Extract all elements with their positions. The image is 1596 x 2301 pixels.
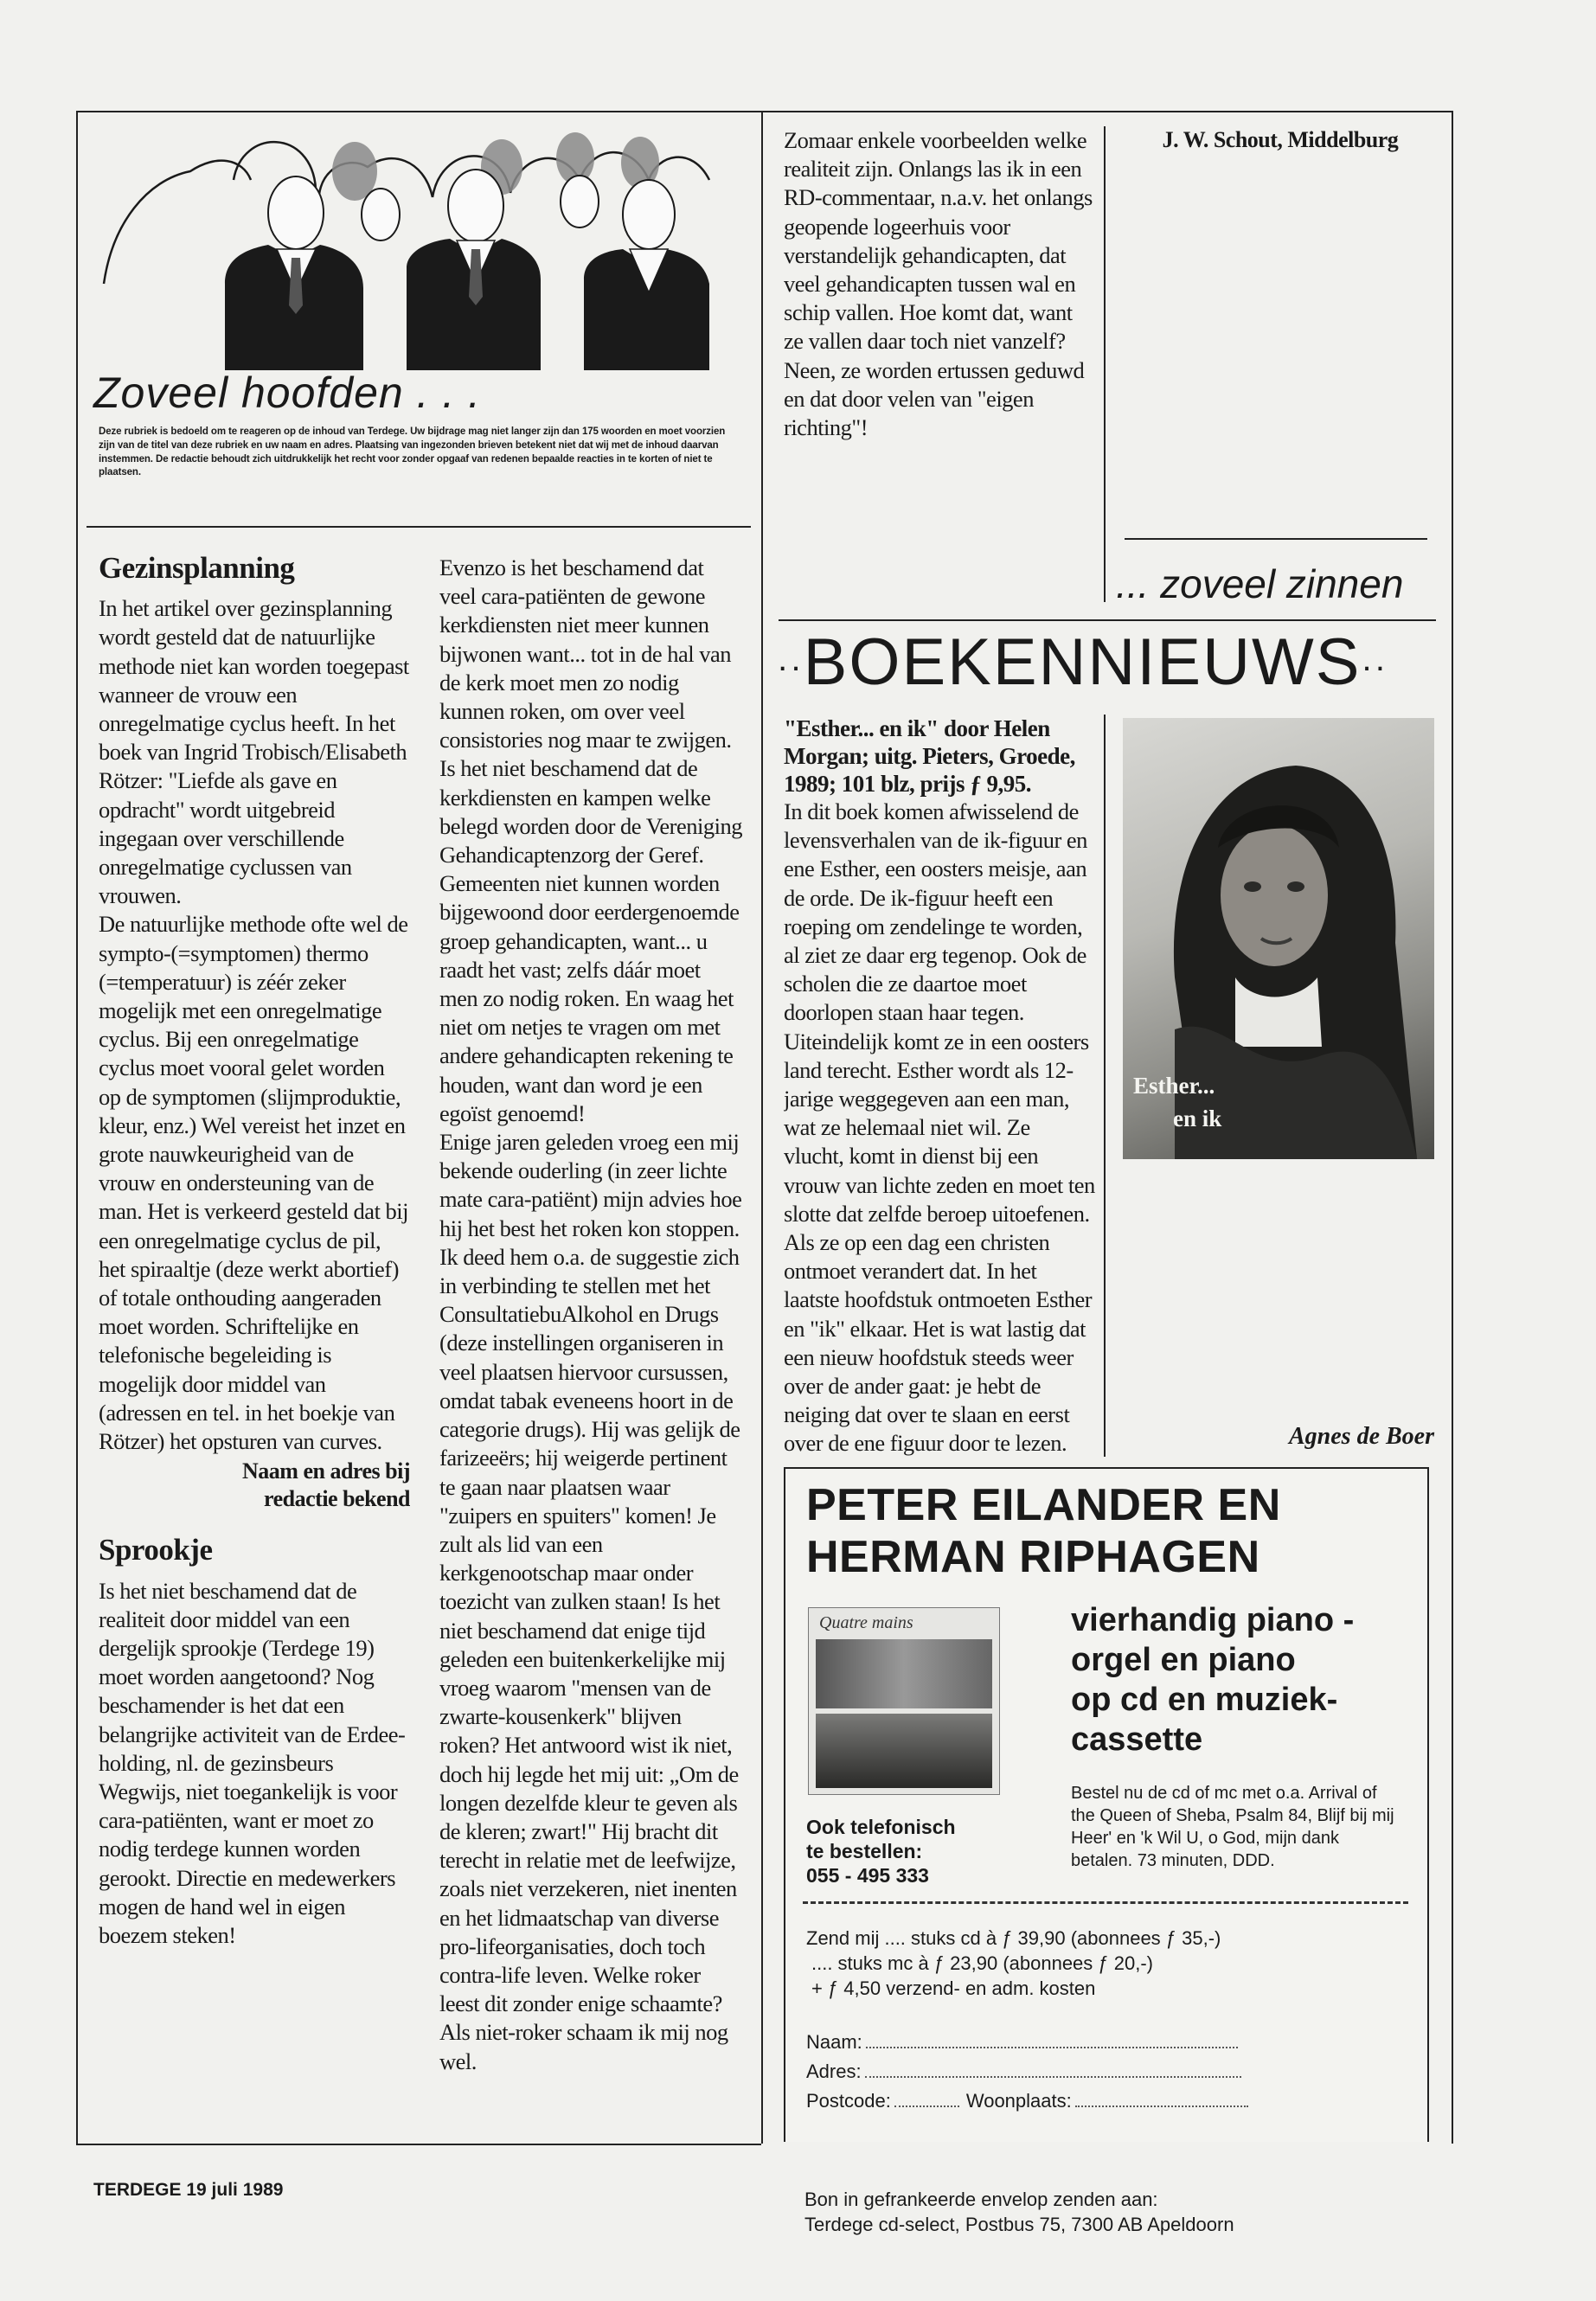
footer-publication: TERDEGE 19 juli 1989: [93, 2180, 284, 2200]
letter-paragraph: Zomaar enkele voorbeelden welke realiteit zijn. Onlangs las ik in een RD-commentaar, n.a.v. het onlangs geopende logeerhuis voor verstandelijk gehandicapten, dat veel gehandicapten tussen wal en schip vallen. Hoe komt dat, want ze vallen daar toch niet vanzelf? Neen, ze worden ertussen geduwd en dat door velen van "eigen richting"!: [784, 127, 1093, 441]
ad-tagline: [1071, 1600, 1354, 1759]
cd-cover-image: [808, 1607, 1000, 1795]
field-name-label: Naam:: [806, 2031, 862, 2053]
ad-send-address: [804, 2187, 1234, 2237]
field-address-row: [806, 2057, 1248, 2086]
heads-illustration: [95, 119, 744, 370]
book-news-rule-top: [779, 619, 1436, 621]
ad-phone: [806, 1815, 956, 1888]
book-news-title: [777, 625, 1388, 700]
coupon-cut-line: [803, 1901, 1408, 1904]
order-line: .... stuks mc à ƒ 23,90 (abonnees ƒ 20,-): [811, 1952, 1153, 1974]
order-line: + ƒ 4,50 verzend- en adm. kosten: [811, 1977, 1096, 1999]
send-line: Terdege cd-select, Postbus 75, 7300 AB Apeldoorn: [804, 2214, 1234, 2235]
zinnen-rule: [1125, 538, 1427, 540]
left-border: [76, 111, 78, 2144]
book-reviewer: Agnes de Boer: [1289, 1423, 1434, 1450]
field-postcode-row: [806, 2086, 1248, 2116]
book-meta: "Esther... en ik" door Helen Morgan; uitg. Pieters, Groede, 1989; 101 blz, prijs ƒ 9,95.: [784, 715, 1075, 797]
field-address-line[interactable]: [865, 2076, 1241, 2078]
letter-column-3: [784, 126, 1095, 606]
advertisement-box: [784, 1467, 1429, 2142]
letter-signature-schout: J. W. Schout, Middelburg: [1162, 127, 1399, 152]
signature-line: redactie bekend: [264, 1486, 410, 1512]
cd-photo-top: [816, 1639, 992, 1708]
title-dots-left: ··: [777, 647, 804, 686]
book-review-column: [784, 715, 1095, 1458]
right-border: [1452, 111, 1453, 2144]
field-postcode-label: Postcode:: [806, 2090, 891, 2112]
letter-signature-anonymous: [99, 1458, 410, 1513]
letter-heading-sprookje: Sprookje: [99, 1533, 213, 1567]
header-rule: [87, 526, 751, 528]
letter-paragraph: In het artikel over gezinsplanning wordt gesteld dat de natuurlijke methode niet kan worden toegepast wanneer de vrouw een onregelmatige cyclus heeft. In het boek van Ingrid Trobisch/Elisabeth Rötzer: "Liefde als gave en opdracht" wordt uitgebreid ingegaan over verschillende onregelmatige cyclussen van vrouwen.: [99, 595, 409, 909]
column-divider-right: [1104, 126, 1106, 602]
signature-line: Naam en adres bij: [242, 1458, 410, 1484]
title-dots-right: ··: [1361, 647, 1388, 686]
letter-paragraph: Enige jaren geleden vroeg een mij bekende ouderling (in zeer lichte mate cara-patiënt) mijn advies hoe hij het best het roken kon stoppen. Ik deed hem o.a. de suggestie zich in verbinding te stellen met het ConsultatiebuAlkohol en Drugs (deze instellingen organiseren in veel plaatsen hiervoor cursussen, omdat tabak eveneens hoort in de categorie drugs). Hij was gelijk de farizeeërs; hij weigerde pertinent te gaan naar plaatsen waar "zuipers en spuiters" komen! Je zult als lid van een kerkgenootschap maar onder toezicht van zulken staan! Is het niet beschamend dat enige tijd geleden een buitenkerkelijke mij vroeg waarom "mensen van de zwarte-kousenkerk" blijven roken? Het antwoord wist ik niet, doch hij legde het mij uit: „Om de longen dezelfde kleur te geven als de kleren; zwart!" Hij bracht dit terecht in relatie met de leefwijze, zoals niet verzekeren, niet inenten en het lidmaatschap van diverse pro-lifeorganisaties, doch toch contra-life leven. Welke roker leest dit zonder enige schaamte? Als niet-roker schaam ik mij nog wel.: [439, 1129, 742, 2074]
order-form: [806, 1926, 1221, 2001]
tagline-line: orgel en piano: [1071, 1642, 1296, 1678]
field-city-label: Woonplaats:: [965, 2090, 1072, 2112]
book-cover-image: [1123, 718, 1434, 1159]
column-intro: Deze rubriek is bedoeld om te reageren op de inhoud van Terdege. Uw bijdrage mag niet langer zijn dan 175 woorden en moet voorzien zijn van de titel van deze rubriek en uw naam en adres. Plaatsing van ingezonden brieven betekent niet dat wij met de inhoud daarvan instemmen. De redactie behoudt zich uitdrukkelijk het recht voor zonder opgaaf van redenen bepaalde reacties in te korten of niet te plaatsen.: [99, 426, 726, 478]
top-border: [76, 111, 1453, 112]
phone-number: 055 - 495 333: [806, 1864, 929, 1887]
ad-order-info: Bestel nu de cd of mc met o.a. Arrival of the Queen of Sheba, Psalm 84, Blijf bij mij Heer' en 'k Wil U, o God, mijn dank betalen. 73 minuten, DDD.: [1071, 1784, 1394, 1870]
coupon-fields: [806, 2028, 1248, 2116]
letter-column-2: [439, 554, 742, 2145]
book-news-title-text: BOEKENNIEUWS: [803, 625, 1362, 699]
column-title-ellipsis: . . .: [403, 369, 482, 417]
ad-heading-line: PETER EILANDER EN: [806, 1480, 1281, 1530]
phone-label: te bestellen:: [806, 1840, 923, 1862]
column-title: [93, 368, 481, 418]
send-line: Bon in gefrankeerde envelop zenden aan:: [804, 2189, 1158, 2210]
book-review-paragraph: In dit boek komen afwisselend de levensverhalen van de ik-figuur en ene Esther, een oosters meisje, aan de orde. De ik-figuur heeft een roeping om zendelinge te worden, al ziet ze daar erg tegenop. Ook de scholen die ze daartoe moet doorlopen staan haar tegen. Uiteindelijk komt ze in een oosters land terecht. Esther wordt als 12-jarige weggegeven aan een man, wat ze helemaal niet wil. Ze vlucht, komt in dienst bij een vrouw van lichte zeden en moet ten slotte dat zelfde beroep uitoefenen. Als ze op een dag een christen ontmoet verandert dat. In het laatste hoofdstuk ontmoeten Esther en "ik" elkaar. Het is wat lastig dat een nieuw hoofdstuk steeds weer over de ander gaat: je hebt de neiging dat over te slaan en eerst over de ene figuur door te lezen.: [784, 798, 1095, 1457]
cover-title-line2: en ik: [1173, 1106, 1222, 1131]
letter-column-4: [1125, 126, 1436, 507]
ad-heading-line: HERMAN RIPHAGEN: [806, 1532, 1260, 1582]
phone-label: Ook telefonisch: [806, 1816, 956, 1838]
letter-paragraph: Evenzo is het beschamend dat veel cara-patiënten de gewone kerkdiensten niet meer kunnen bijwonen want... tot in de hal van de kerk moet men zo nodig kunnen roken, om over veel consistories nog maar te zwijgen. Is het niet beschamend dat de kerkdiensten en kampen welke belegd worden door de Vereniging Gehandicaptenzorg der Geref. Gemeenten niet kunnen worden bijgewoond door eerdergenoemde groep gehandicapten, want... u raadt het vast; zelfs dáár moet men zo nodig roken. En waag het niet om netjes te vragen om met andere gehandicapten rekening te houden, want dan word je een egoïst genoemd!: [439, 554, 742, 1126]
field-address-label: Adres:: [806, 2061, 862, 2082]
cd-photo-bottom: [816, 1714, 992, 1788]
letter-paragraph: De natuurlijke methode ofte wel de sympto-(=symptomen) thermo (=temperatuur) is zéér zeker mogelijk met een onregelmatige cyclus. Bij een onregelmatige cyclus moet vooral gelet worden op de symptomen (slijmproduktie, kleur, enz.) Wel vereist het inzet en grote nauwkeurigheid van de vrouw en ondersteuning van de man. Het is verkeerd gesteld dat bij een onregelmatige cyclus de pil, het spiraaltje (deze werkt abortief) of totale onthouding aangeraden moet worden. Schriftelijke en telefonische begeleiding is mogelijk door middel van (adressen en tel. in het boekje van Rötzer) het opsturen van curves.: [99, 911, 409, 1455]
field-postcode-line[interactable]: [894, 2106, 959, 2107]
tagline-line: cassette: [1071, 1721, 1203, 1758]
cd-title: Quatre mains: [819, 1613, 913, 1632]
tagline-line: op cd en muziek-: [1071, 1682, 1338, 1718]
letter-column-1: [99, 554, 410, 2145]
letter-heading-gezinsplanning: Gezinsplanning: [99, 554, 295, 585]
column-divider-center: [761, 111, 763, 2144]
order-line: Zend mij .... stuks cd à ƒ 39,90 (abonnees ƒ 35,-): [806, 1927, 1221, 1949]
field-name-row: [806, 2028, 1248, 2057]
field-city-line[interactable]: [1075, 2106, 1248, 2107]
column-title-text: Zoveel hoofden: [93, 369, 404, 417]
letter-paragraph: Is het niet beschamend dat de realiteit door middel van een dergelijk sprookje (Terdege 19) moet worden aangetoond? Nog beschamender is het dat een belangrijke activiteit van de Erdee-holding, nl. de gezinsbeurs Wegwijs, niet toegankelijk is voor cara-patiënten, want er moet zo nodig terdege kunnen worden gerookt. Directie en medewerkers mogen de hand wel in eigen boezem steken!: [99, 1577, 406, 1948]
ad-heading: [806, 1479, 1281, 1583]
tagline-line: vierhandig piano -: [1071, 1602, 1355, 1638]
zoveel-zinnen-label: ... zoveel zinnen: [1116, 561, 1404, 606]
field-name-line[interactable]: [866, 2047, 1238, 2048]
cover-title-line1: Esther...: [1133, 1073, 1215, 1099]
book-column-divider: [1104, 715, 1106, 1457]
